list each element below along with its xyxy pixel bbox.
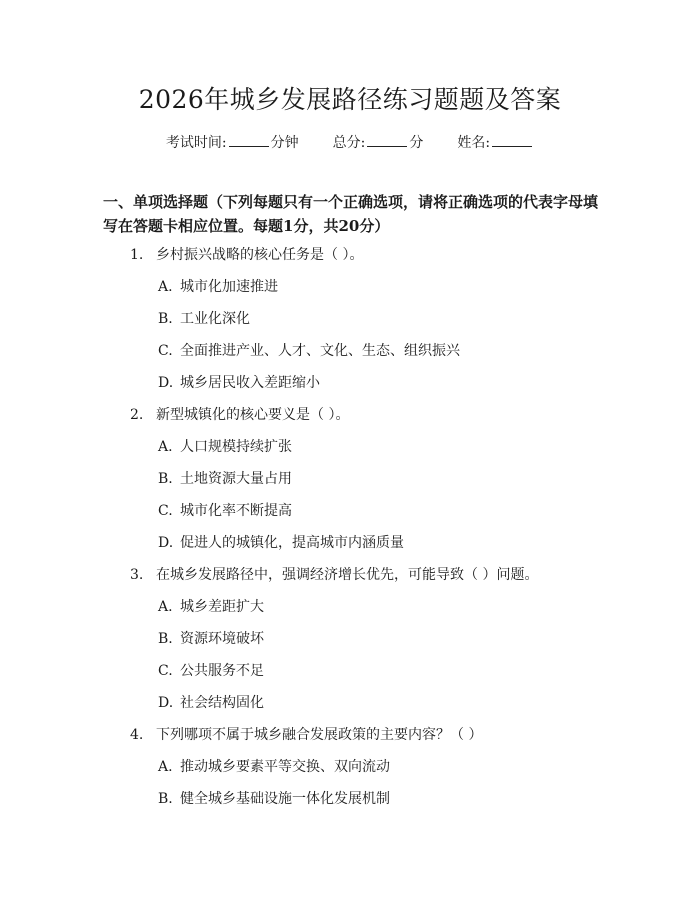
option-text: 资源环境破坏 bbox=[180, 631, 264, 647]
option-item bbox=[158, 308, 250, 328]
option-letter: A. bbox=[158, 599, 173, 615]
exam-meta bbox=[0, 132, 700, 152]
option-text: 城市化率不断提高 bbox=[180, 503, 292, 519]
option-item bbox=[158, 532, 404, 552]
total-score-unit: 分 bbox=[409, 135, 424, 151]
question-number: 1. bbox=[130, 247, 144, 263]
option-text: 推动城乡要素平等交换、双向流动 bbox=[180, 759, 390, 775]
exam-time-unit: 分钟 bbox=[270, 135, 299, 151]
option-letter: C. bbox=[158, 343, 173, 359]
question-item bbox=[130, 724, 482, 744]
total-score-label: 总分: bbox=[332, 135, 366, 151]
question-text: 下列哪项不属于城乡融合发展政策的主要内容？（ ） bbox=[156, 727, 483, 743]
option-item bbox=[158, 788, 390, 808]
option-letter: D. bbox=[158, 535, 174, 551]
option-text: 城乡居民收入差距缩小 bbox=[180, 375, 320, 391]
option-letter: A. bbox=[158, 279, 173, 295]
option-letter: B. bbox=[158, 791, 173, 807]
option-item bbox=[158, 756, 390, 776]
question-text: 新型城镇化的核心要义是（ ）。 bbox=[156, 407, 350, 423]
option-item bbox=[158, 372, 320, 392]
option-letter: A. bbox=[158, 759, 173, 775]
option-text: 城乡差距扩大 bbox=[180, 599, 264, 615]
total-score-blank bbox=[367, 132, 407, 147]
option-text: 公共服务不足 bbox=[180, 663, 264, 679]
option-letter: B. bbox=[158, 471, 173, 487]
option-text: 城市化加速推进 bbox=[180, 279, 278, 295]
option-item bbox=[158, 660, 264, 680]
option-text: 社会结构固化 bbox=[180, 695, 264, 711]
option-item bbox=[158, 276, 278, 296]
option-letter: C. bbox=[158, 663, 173, 679]
question-number: 4. bbox=[130, 727, 144, 743]
exam-time-label: 考试时间: bbox=[165, 135, 227, 151]
student-name bbox=[457, 132, 534, 152]
question-number: 3. bbox=[130, 567, 144, 583]
option-text: 全面推进产业、人才、文化、生态、组织振兴 bbox=[180, 343, 460, 359]
option-letter: D. bbox=[158, 695, 174, 711]
student-name-blank bbox=[492, 132, 532, 147]
question-text: 在城乡发展路径中，强调经济增长优先，可能导致（ ）问题。 bbox=[156, 567, 539, 583]
question-item bbox=[130, 244, 363, 264]
option-letter: D. bbox=[158, 375, 174, 391]
option-item bbox=[158, 628, 264, 648]
section-heading: 一、单项选择题（下列每题只有一个正确选项，请将正确选项的代表字母填写在答题卡相应位置。每题1分，共20分） bbox=[103, 193, 599, 235]
option-item bbox=[158, 692, 264, 712]
option-item bbox=[158, 500, 292, 520]
option-item bbox=[158, 340, 460, 360]
question-item bbox=[130, 404, 349, 424]
option-text: 健全城乡基础设施一体化发展机制 bbox=[180, 791, 390, 807]
student-name-label: 姓名: bbox=[457, 135, 491, 151]
total-score bbox=[333, 132, 424, 152]
question-number: 2. bbox=[130, 407, 144, 423]
option-text: 促进人的城镇化，提高城市内涵质量 bbox=[180, 535, 404, 551]
option-item bbox=[158, 468, 292, 488]
exam-time-blank bbox=[229, 132, 269, 147]
option-text: 工业化深化 bbox=[180, 311, 250, 327]
option-letter: A. bbox=[158, 439, 173, 455]
option-text: 土地资源大量占用 bbox=[180, 471, 292, 487]
exam-time bbox=[166, 132, 299, 152]
option-item bbox=[158, 436, 292, 456]
document-title: 2026年城乡发展路径练习题题及答案 bbox=[138, 85, 562, 114]
option-letter: B. bbox=[158, 631, 173, 647]
question-text: 乡村振兴战略的核心任务是（ ）。 bbox=[156, 247, 364, 263]
option-letter: C. bbox=[158, 503, 173, 519]
option-letter: B. bbox=[158, 311, 173, 327]
option-item bbox=[158, 596, 264, 616]
question-item bbox=[130, 564, 538, 584]
option-text: 人口规模持续扩张 bbox=[180, 439, 292, 455]
